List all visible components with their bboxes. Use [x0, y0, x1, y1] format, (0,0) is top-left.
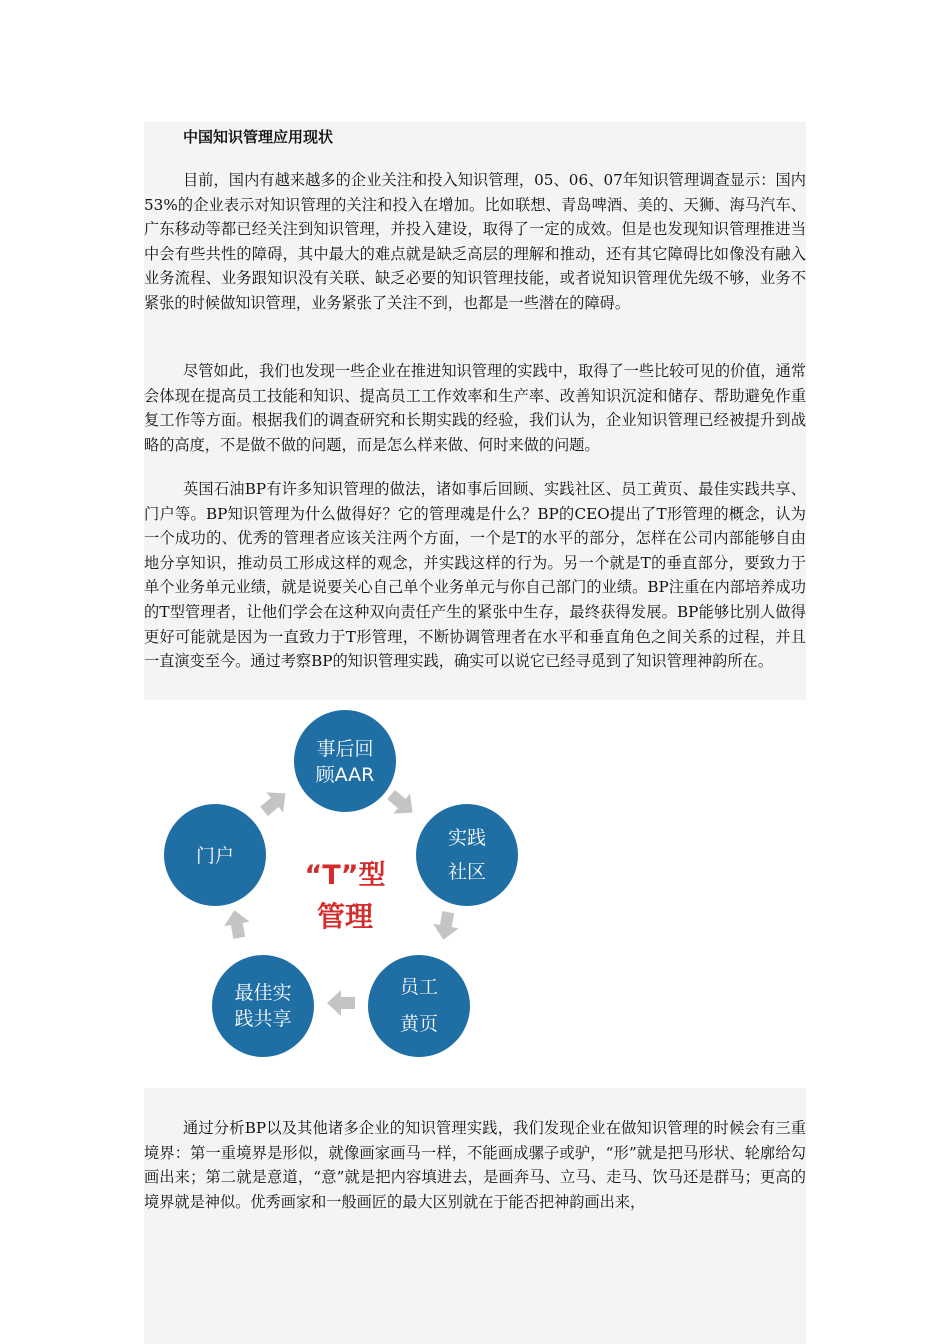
node-label: 践共享: [234, 1008, 292, 1030]
arrow-icon: [383, 785, 421, 823]
node-yellow-pages: [368, 955, 470, 1057]
node-aar: [294, 710, 396, 812]
node-community: [416, 804, 518, 906]
node-label: 最佳实: [234, 982, 292, 1004]
paragraph-3: 英国石油BP有许多知识管理的做法，诸如事后回顾、实践社区、员工黄页、最佳实践共享、门户等。BP知识管理为什么做得好？它的管理魂是什么？BP的CEO提出了T形管理的概念，认为一个成功的、优秀的管理者应该关注两个方面，一个是T的水平的部分，怎样在公司内部能够自由地分享知识，推动员工形成这样的观念，并实践这样的行为。另一个就是T的垂直部分，要致力于单个业务单元业绩，就是说要关心自己单个业务单元与你自己部门的业绩。BP注重在内部培养成功的T型管理者，让他们学会在这种双向责任产生的紧张中生存，最终获得发展。BP能够比别人做得更好可能就是因为一直致力于T形管理，不断协调管理者在水平和垂直角色之间关系的过程，并且一直演变至今。通过考察BP的知识管理实践，确实可以说它已经寻觅到了知识管理神韵所在。: [144, 480, 806, 671]
center-title: “T”型: [304, 860, 386, 891]
paragraph-1: 目前，国内有越来越多的企业关注和投入知识管理，05、06、07年知识管理调查显示：国内53%的企业表示对知识管理的关注和投入在增加。比如联想、青岛啤酒、美的、天狮、海马汽车、广东移动等都已经关注到知识管理，并投入建设，取得了一定的成效。但是也发现知识管理推进当中会有些共性的障碍，其中最大的难点就是缺乏高层的理解和推动，还有其它障碍比如像没有融入业务流程、业务跟知识没有关联、缺乏必要的知识管理技能，或者说知识管理优先级不够，业务不紧张的时候做知识管理，业务紧张了关注不到，也都是一些潜在的障碍。: [144, 171, 806, 312]
node-label: 实践: [447, 827, 487, 849]
node-label: 门户: [195, 845, 235, 867]
node-label: 社区: [447, 861, 487, 883]
node-label: 员工: [399, 976, 439, 998]
node-best-practice: [212, 955, 314, 1057]
section-title: 中国知识管理应用现状: [183, 128, 334, 146]
paragraph-4: 通过分析BP以及其他诸多企业的知识管理实践，我们发现企业在做知识管理的时候会有三重境界：第一重境界是形似，就像画家画马一样，不能画成骡子或驴，“形”就是把马形状、轮廓给勾画出来；第二就是意道，“意”就是把内容填进去，是画奔马、立马、走马、饮马还是群马；更高的境界就是神似。优秀画家和一般画匠的最大区别就在于能否把神韵画出来，: [144, 1119, 806, 1211]
arrow-icon: [256, 783, 294, 821]
node-portal: [164, 804, 266, 906]
arrow-icon: [222, 908, 252, 940]
arrow-icon: [431, 910, 461, 942]
t-management-diagram: [144, 700, 553, 1088]
node-label: 黄页: [399, 1013, 439, 1035]
node-label: 事后回: [316, 738, 374, 760]
arrow-icon: [327, 990, 355, 1016]
paragraph-2: 尽管如此，我们也发现一些企业在推进知识管理的实践中，取得了一些比较可见的价值，通常会体现在提高员工技能和知识、提高员工工作效率和生产率、改善知识沉淀和储存、帮助避免作重复工作等方面。根据我们的调查研究和长期实践的经验，我们认为，企业知识管理已经被提升到战略的高度，不是做不做的问题，而是怎么样来做、何时来做的问题。: [144, 362, 806, 454]
center-subtitle: 管理: [316, 900, 374, 933]
node-label: 顾AAR: [315, 764, 375, 786]
